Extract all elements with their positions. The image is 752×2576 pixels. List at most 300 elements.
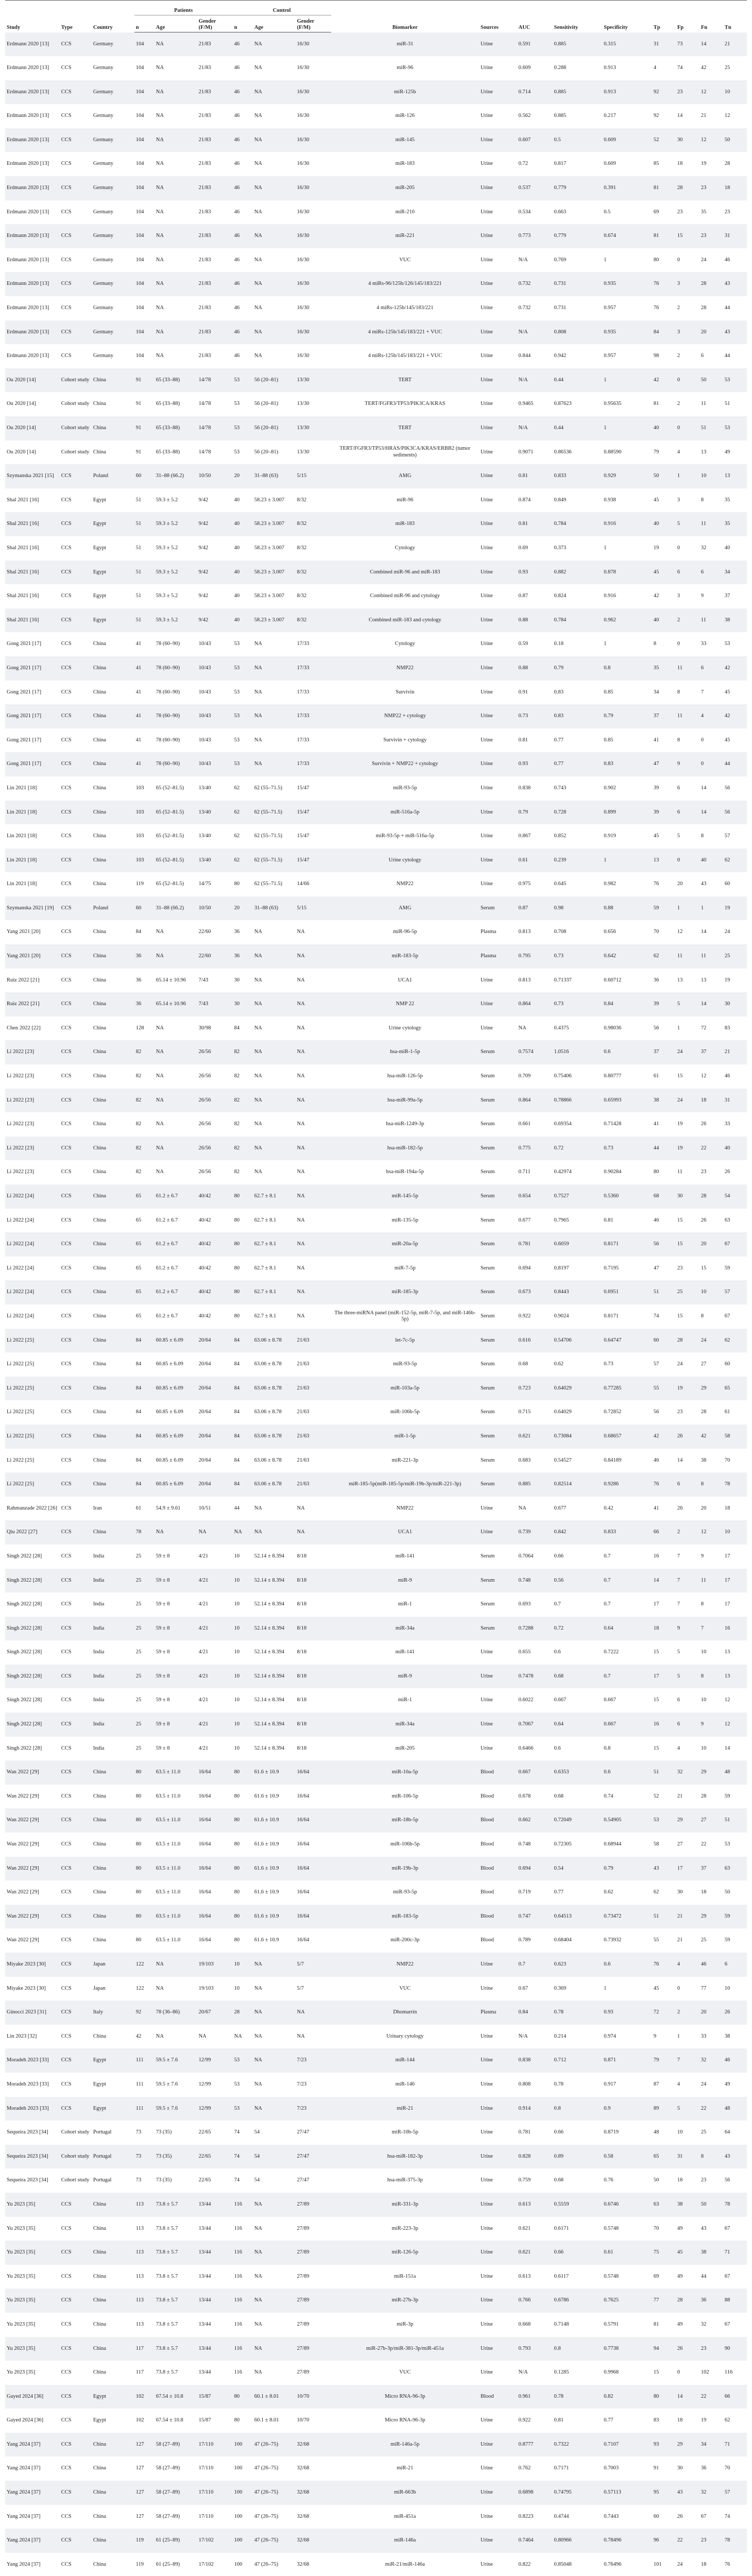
cell-biomarker: 4 miRs-125b/145/183/221 + VUC <box>368 353 442 359</box>
cell-control-n: 80 <box>234 1913 240 1919</box>
cell-tn: 31 <box>724 1097 730 1103</box>
cell-control-n: 53 <box>234 377 240 383</box>
cell-study: Yang 2024 [37] <box>7 2465 41 2471</box>
cell-patients-n: 25 <box>135 1745 142 1751</box>
cell-control-gender: 27/89 <box>297 2321 310 2327</box>
table-row <box>5 1640 747 1665</box>
cell-specificity: 0.84 <box>604 1001 613 1007</box>
cell-control-n: 20 <box>234 905 240 911</box>
cell-fp: 6 <box>677 569 680 575</box>
cell-fn: 18 <box>700 2561 707 2567</box>
cell-country: China <box>93 1337 106 1343</box>
cell-fp: 7 <box>677 1553 680 1559</box>
cell-sensitivity: 0.4375 <box>554 1025 569 1031</box>
cell-sensitivity: 0.89 <box>554 2153 564 2159</box>
cell-tn: 64 <box>724 2129 730 2136</box>
cell-patients-n: 41 <box>135 713 142 719</box>
cell-type: CCS <box>61 1985 72 1991</box>
cell-study: Moradeh 2023 [33] <box>7 2105 49 2111</box>
cell-source: Plasma <box>481 929 497 935</box>
cell-specificity: 0.79 <box>604 713 613 719</box>
cell-fn: 0 <box>700 761 704 767</box>
cell-fp: 30 <box>677 137 683 143</box>
cell-biomarker: miR-20a-5p <box>391 1241 418 1247</box>
cell-specificity: 0.642 <box>604 953 616 959</box>
cell-auc: 0.789 <box>518 1937 531 1943</box>
cell-source: Serum <box>481 1601 495 1607</box>
cell-fp: 21 <box>677 1913 683 1919</box>
cell-country: China <box>93 1457 106 1463</box>
cell-sensitivity: 0.78866 <box>554 1097 572 1103</box>
cell-patients-n: 113 <box>135 2273 144 2279</box>
cell-fp: 6 <box>677 1481 680 1487</box>
cell-type: CCS <box>61 1817 72 1823</box>
cell-tp: 19 <box>653 545 659 551</box>
cell-control-age: NA <box>254 161 262 167</box>
cell-sensitivity: 0.842 <box>554 1529 567 1535</box>
cell-tn: 38 <box>724 617 730 623</box>
cell-sensitivity: 0.942 <box>554 353 567 359</box>
cell-country: China <box>93 1817 106 1823</box>
cell-control-n: 53 <box>234 761 240 767</box>
cell-tn: 71 <box>724 2249 730 2256</box>
cell-patients-gender: 20/64 <box>198 1385 211 1391</box>
table-row <box>5 872 747 896</box>
cell-biomarker: AMG <box>399 905 412 911</box>
cell-tn: 71 <box>724 2441 730 2447</box>
cell-source: Serum <box>481 1385 495 1391</box>
cell-control-n: 46 <box>234 353 240 359</box>
cell-specificity: 0.7003 <box>604 2465 619 2471</box>
cell-tp: 8 <box>653 641 657 647</box>
cell-control-gender: NA <box>297 1145 305 1151</box>
cell-biomarker: miR-1 <box>398 1697 412 1703</box>
cell-control-age: NA <box>254 1169 262 1175</box>
cell-sensitivity: 0.731 <box>554 281 567 287</box>
cell-country: China <box>93 1913 106 1919</box>
cell-patients-n: 25 <box>135 1601 142 1607</box>
cell-patients-age: 63.5 ± 11.0 <box>156 1841 181 1848</box>
header-study: Study <box>5 1 60 32</box>
cell-study: Yu 2023 [35] <box>7 2369 36 2376</box>
cell-auc: 0.621 <box>518 2249 531 2256</box>
cell-fn: 28 <box>700 1793 707 1799</box>
cell-fn: 32 <box>700 2057 707 2063</box>
cell-control-n: 80 <box>234 1769 240 1775</box>
cell-type: CCS <box>61 1265 72 1271</box>
cell-patients-gender: 9/42 <box>198 569 209 575</box>
table-row <box>5 1232 747 1257</box>
cell-control-age: 61.6 ± 10.9 <box>254 1889 279 1895</box>
cell-source: Urine <box>481 305 493 311</box>
cell-fp: 7 <box>677 2057 680 2063</box>
header-control-age: Age <box>253 15 296 32</box>
cell-auc: 0.621 <box>518 2225 531 2231</box>
cell-patients-gender: 22/60 <box>198 929 211 935</box>
cell-patients-age: 78 (60–90) <box>156 713 180 719</box>
cell-tn: 67 <box>724 2225 730 2231</box>
cell-sensitivity: 0.784 <box>554 617 567 623</box>
cell-study: Miyake 2023 [30] <box>7 1985 46 1991</box>
cell-specificity: 0.974 <box>604 2033 616 2039</box>
cell-fp: 19 <box>677 1145 683 1151</box>
cell-fp: 2 <box>677 2009 680 2015</box>
table-row <box>5 2001 747 2025</box>
table-row <box>5 1040 747 1064</box>
cell-patients-gender: 4/21 <box>198 1625 209 1631</box>
cell-sensitivity: 0.4744 <box>554 2513 569 2519</box>
cell-tn: 30 <box>724 1001 730 1007</box>
cell-patients-gender: 14/75 <box>198 881 211 887</box>
cell-study: Gayed 2024 [36] <box>7 2393 44 2399</box>
cell-patients-age: 65 (33–88) <box>156 377 180 383</box>
cell-patients-n: 92 <box>135 2009 142 2015</box>
cell-control-age: 63.06 ± 8.78 <box>254 1361 282 1367</box>
cell-fn: 50 <box>700 377 707 383</box>
cell-control-gender: 16/30 <box>297 209 310 215</box>
cell-sensitivity: 0.72049 <box>554 1817 572 1823</box>
cell-source: Urine <box>481 161 493 167</box>
header-tn: Tn <box>723 1 747 32</box>
cell-study: Rahmanzade 2022 [26] <box>7 1505 57 1511</box>
cell-auc: 0.678 <box>518 1793 531 1799</box>
cell-fp: 27 <box>677 1841 683 1848</box>
cell-country: China <box>93 1313 106 1319</box>
cell-control-n: 84 <box>234 1481 240 1487</box>
cell-specificity: 0.5791 <box>604 2321 619 2327</box>
cell-study: Szymanska 2021 [19] <box>7 905 54 911</box>
cell-fp: 5 <box>677 521 680 527</box>
cell-auc: 0.7464 <box>518 2537 534 2544</box>
cell-biomarker: miR-34a <box>395 1721 415 1727</box>
cell-patients-age: 60.85 ± 6.09 <box>156 1433 183 1439</box>
cell-type: CCS <box>61 953 72 959</box>
cell-source: Blood <box>481 1865 494 1871</box>
cell-country: Germany <box>93 185 113 191</box>
cell-control-age: NA <box>254 1961 262 1967</box>
cell-country: Germany <box>93 65 113 71</box>
cell-patients-gender: 17/110 <box>198 2441 214 2447</box>
cell-study: Li 2022 [23] <box>7 1073 35 1079</box>
cell-fp: 26 <box>677 2345 683 2351</box>
cell-patients-gender: 4/21 <box>198 1577 209 1583</box>
cell-control-age: 54 <box>254 2177 260 2183</box>
cell-control-gender: 16/30 <box>297 257 310 263</box>
cell-patients-age: 61 (25–89) <box>156 2537 180 2544</box>
cell-patients-age: 63.5 ± 11.0 <box>156 1793 181 1799</box>
cell-specificity: 0.982 <box>604 881 616 887</box>
cell-study: Shal 2021 [16] <box>7 521 39 527</box>
cell-tn: 60 <box>724 881 730 887</box>
cell-specificity: 0.74 <box>604 1793 613 1799</box>
header-auc: AUC <box>517 1 553 32</box>
cell-type: CCS <box>61 2465 72 2471</box>
cell-control-gender: 15/47 <box>297 833 310 839</box>
cell-study: Erdmann 2020 [13] <box>7 89 49 95</box>
cell-specificity: 0.962 <box>604 617 616 623</box>
cell-tp: 42 <box>653 1433 659 1439</box>
cell-patients-n: 41 <box>135 761 142 767</box>
cell-fn: 11 <box>700 617 706 623</box>
cell-sensitivity: 0.8 <box>554 2105 561 2111</box>
cell-patients-gender: 10/51 <box>198 1505 211 1511</box>
cell-patients-age: 63.5 ± 11.0 <box>156 1865 181 1871</box>
cell-fn: 15 <box>700 1265 707 1271</box>
cell-country: Portugal <box>93 2177 112 2183</box>
cell-patients-age: NA <box>156 305 164 311</box>
cell-patients-age: 59 ± 8 <box>156 1745 170 1751</box>
cell-auc: 0.88 <box>518 617 528 623</box>
cell-biomarker: miR-200c-3p <box>390 1937 420 1943</box>
cell-auc: 0.914 <box>518 2105 531 2111</box>
cell-control-gender: 8/18 <box>297 1625 307 1631</box>
cell-tn: 13 <box>724 473 730 479</box>
cell-tn: 12 <box>724 113 730 119</box>
cell-type: CCS <box>61 713 72 719</box>
cell-country: China <box>93 2273 106 2279</box>
cell-biomarker: Combined miR-183 and cytology <box>368 617 441 623</box>
cell-control-n: 100 <box>234 2465 243 2471</box>
cell-control-age: NA <box>254 1097 262 1103</box>
cell-type: CCS <box>61 1409 72 1415</box>
cell-auc: 0.7478 <box>518 1673 534 1679</box>
cell-tn: 62 <box>724 857 730 863</box>
cell-patients-gender: 17/102 <box>198 2561 214 2567</box>
cell-control-gender: NA <box>297 2033 305 2039</box>
table-row <box>5 801 747 825</box>
cell-sensitivity: 0.68 <box>554 1673 564 1679</box>
cell-type: CCS <box>61 305 72 311</box>
cell-country: China <box>93 665 106 671</box>
cell-control-gender: 10/70 <box>297 2417 310 2424</box>
cell-patients-age: 65 (33–88) <box>156 425 180 431</box>
cell-auc: 0.828 <box>518 2153 531 2159</box>
cell-country: China <box>93 1361 106 1367</box>
cell-auc: 0.6022 <box>518 1697 534 1703</box>
cell-control-gender: 27/89 <box>297 2297 310 2303</box>
cell-control-n: 116 <box>234 2345 242 2351</box>
cell-country: Germany <box>93 281 113 287</box>
cell-type: CCS <box>61 1097 72 1103</box>
cell-sensitivity: 0.78 <box>554 2009 564 2015</box>
cell-patients-n: 104 <box>135 161 144 167</box>
cell-tn: 90 <box>724 2345 730 2351</box>
cell-control-age: 47 (26–75) <box>254 2489 279 2496</box>
cell-tn: 48 <box>724 1769 730 1775</box>
cell-patients-n: 25 <box>135 1673 142 1679</box>
cell-sensitivity: 0.849 <box>554 497 567 503</box>
cell-patients-age: NA <box>156 1073 164 1079</box>
cell-patients-age: 73.8 ± 5.7 <box>156 2273 178 2279</box>
cell-fp: 9 <box>677 761 680 767</box>
cell-tn: 56 <box>724 809 730 815</box>
cell-tn: 10 <box>724 1985 730 1991</box>
cell-control-gender: 8/32 <box>297 521 307 527</box>
cell-tp: 34 <box>653 689 659 695</box>
cell-source: Blood <box>481 1841 494 1848</box>
cell-fp: 0 <box>677 857 680 863</box>
cell-control-age: NA <box>254 641 262 647</box>
cell-control-age: 52.14 ± 8.394 <box>254 1697 284 1703</box>
cell-control-age: 62.7 ± 8.1 <box>254 1193 277 1199</box>
cell-sensitivity: 0.7322 <box>554 2441 569 2447</box>
cell-control-n: 36 <box>234 953 240 959</box>
cell-tp: 81 <box>653 185 659 191</box>
cell-study: Yu 2023 [35] <box>7 2201 36 2207</box>
cell-biomarker: miR-19b-3p <box>391 1865 418 1871</box>
cell-control-n: 80 <box>234 2417 240 2424</box>
cell-control-gender: NA <box>297 1313 305 1319</box>
cell-biomarker: miR-183-5p <box>391 1913 418 1919</box>
table-row <box>5 2121 747 2145</box>
cell-fp: 6 <box>677 809 680 815</box>
cell-patients-age: 65 (52–81.5) <box>156 833 184 839</box>
table-row <box>5 1400 747 1425</box>
cell-fn: 27 <box>700 1817 707 1823</box>
cell-patients-n: 80 <box>135 1769 142 1775</box>
cell-specificity: 0.88 <box>604 905 613 911</box>
cell-fn: 38 <box>700 2249 707 2256</box>
cell-control-n: 46 <box>234 89 240 95</box>
cell-patients-n: 104 <box>135 113 144 119</box>
cell-control-age: NA <box>254 1121 262 1127</box>
cell-specificity: 0.6 <box>604 1769 611 1775</box>
cell-patients-gender: 21/83 <box>198 233 211 239</box>
cell-patients-age: 78 (60–90) <box>156 689 180 695</box>
cell-study: Shal 2021 [16] <box>7 545 39 551</box>
cell-specificity: 0.9286 <box>604 1481 619 1487</box>
cell-patients-n: 25 <box>135 1649 142 1655</box>
cell-auc: 0.822 <box>518 2561 531 2567</box>
cell-patients-age: 59 ± 8 <box>156 1673 170 1679</box>
cell-control-age: 52.14 ± 8.394 <box>254 1577 284 1583</box>
cell-biomarker: UCA1 <box>398 977 412 983</box>
cell-type: CCS <box>61 1601 72 1607</box>
cell-source: Urine <box>481 353 493 359</box>
cell-control-n: 53 <box>234 401 240 407</box>
cell-specificity: 0.913 <box>604 89 616 95</box>
cell-biomarker: let-7c-5p <box>395 1337 415 1343</box>
cell-tp: 16 <box>653 1721 659 1727</box>
cell-country: China <box>93 2441 106 2447</box>
cell-type: CCS <box>61 2489 72 2496</box>
cell-fn: 9 <box>700 1553 704 1559</box>
cell-patients-n: 80 <box>135 1793 142 1799</box>
cell-patients-n: 111 <box>135 2105 144 2111</box>
cell-specificity: 0.72852 <box>604 1409 622 1415</box>
cell-fp: 6 <box>677 1697 680 1703</box>
cell-control-gender: 17/33 <box>297 641 310 647</box>
cell-control-n: 84 <box>234 1361 240 1367</box>
cell-auc: 0.6466 <box>518 1745 534 1751</box>
cell-type: CCS <box>61 1721 72 1727</box>
cell-fp: 3 <box>677 329 680 335</box>
cell-study: Wan 2022 [29] <box>7 1913 39 1919</box>
cell-tn: 21 <box>724 1049 730 1055</box>
cell-control-gender: 21/63 <box>297 1457 310 1463</box>
cell-type: CCS <box>61 665 72 671</box>
cell-study: Lin 2023 [32] <box>7 2033 37 2039</box>
cell-patients-n: 51 <box>135 497 142 503</box>
cell-fp: 7 <box>677 1577 680 1583</box>
cell-control-gender: 8/18 <box>297 1697 307 1703</box>
cell-biomarker: UCA1 <box>398 1529 412 1535</box>
table-row <box>5 1617 747 1641</box>
cell-biomarker: hsa-miR-375-3p <box>387 2177 423 2183</box>
cell-control-age: NA <box>254 257 262 263</box>
cell-control-gender: 17/33 <box>297 737 310 743</box>
cell-study: Yu 2023 [35] <box>7 2321 36 2327</box>
cell-fn: 8 <box>700 2153 704 2159</box>
cell-type: CCS <box>61 1169 72 1175</box>
cell-control-gender: 27/89 <box>297 2345 310 2351</box>
cell-tp: 74 <box>653 1313 659 1319</box>
cell-study: Erdmann 2020 [13] <box>7 161 49 167</box>
cell-sensitivity: 0.9024 <box>554 1313 569 1319</box>
cell-tn: 43 <box>724 329 730 335</box>
cell-fp: 26 <box>677 2513 683 2519</box>
cell-country: India <box>93 1601 105 1607</box>
cell-patients-gender: 16/64 <box>198 1889 211 1895</box>
cell-fn: 12 <box>700 1529 707 1535</box>
table-row <box>5 1953 747 1977</box>
cell-specificity: 0.935 <box>604 329 616 335</box>
table-row <box>5 2193 747 2217</box>
cell-tn: 116 <box>724 2369 733 2376</box>
cell-country: China <box>93 737 106 743</box>
cell-source: Urine <box>481 713 493 719</box>
cell-control-n: 100 <box>234 2537 243 2544</box>
cell-control-gender: 8/32 <box>297 617 307 623</box>
cell-fn: 20 <box>700 1505 707 1511</box>
cell-patients-age: 67.54 ± 10.8 <box>156 2393 183 2399</box>
cell-specificity: 0.98036 <box>604 1025 622 1031</box>
cell-patients-age: 59 ± 8 <box>156 1601 170 1607</box>
table-row <box>5 1520 747 1545</box>
cell-fp: 24 <box>677 1097 683 1103</box>
cell-control-n: 10 <box>234 1697 240 1703</box>
cell-patients-age: 59 ± 8 <box>156 1697 170 1703</box>
cell-tp: 89 <box>653 2105 659 2111</box>
table-row <box>5 104 747 128</box>
cell-fn: 72 <box>700 1025 707 1031</box>
cell-study: Lin 2021 [18] <box>7 833 37 839</box>
cell-control-gender: 32/68 <box>297 2513 310 2519</box>
cell-fn: 11 <box>700 953 706 959</box>
cell-control-age: 63.06 ± 8.78 <box>254 1337 282 1343</box>
cell-tp: 83 <box>653 2417 659 2424</box>
cell-source: Urine <box>481 809 493 815</box>
cell-patients-gender: 26/56 <box>198 1145 211 1151</box>
cell-auc: 0.793 <box>518 2345 531 2351</box>
cell-patients-gender: 16/64 <box>198 1841 211 1848</box>
cell-auc: 0.662 <box>518 1817 531 1823</box>
cell-control-gender: 8/32 <box>297 497 307 503</box>
cell-specificity: 1 <box>604 257 607 263</box>
cell-control-gender: NA <box>297 1049 305 1055</box>
cell-control-age: NA <box>254 1145 262 1151</box>
cell-patients-age: 67.54 ± 10.8 <box>156 2417 183 2424</box>
cell-patients-age: NA <box>156 281 164 287</box>
cell-tp: 31 <box>653 41 659 47</box>
cell-tn: 48 <box>724 2105 730 2111</box>
cell-fn: 10 <box>700 1289 707 1295</box>
header-control: Control <box>233 1 331 15</box>
cell-biomarker: miR-9 <box>398 1673 412 1679</box>
cell-source: Urine <box>481 257 493 263</box>
cell-fn: 23 <box>700 2177 707 2183</box>
cell-patients-n: 84 <box>135 1337 142 1343</box>
